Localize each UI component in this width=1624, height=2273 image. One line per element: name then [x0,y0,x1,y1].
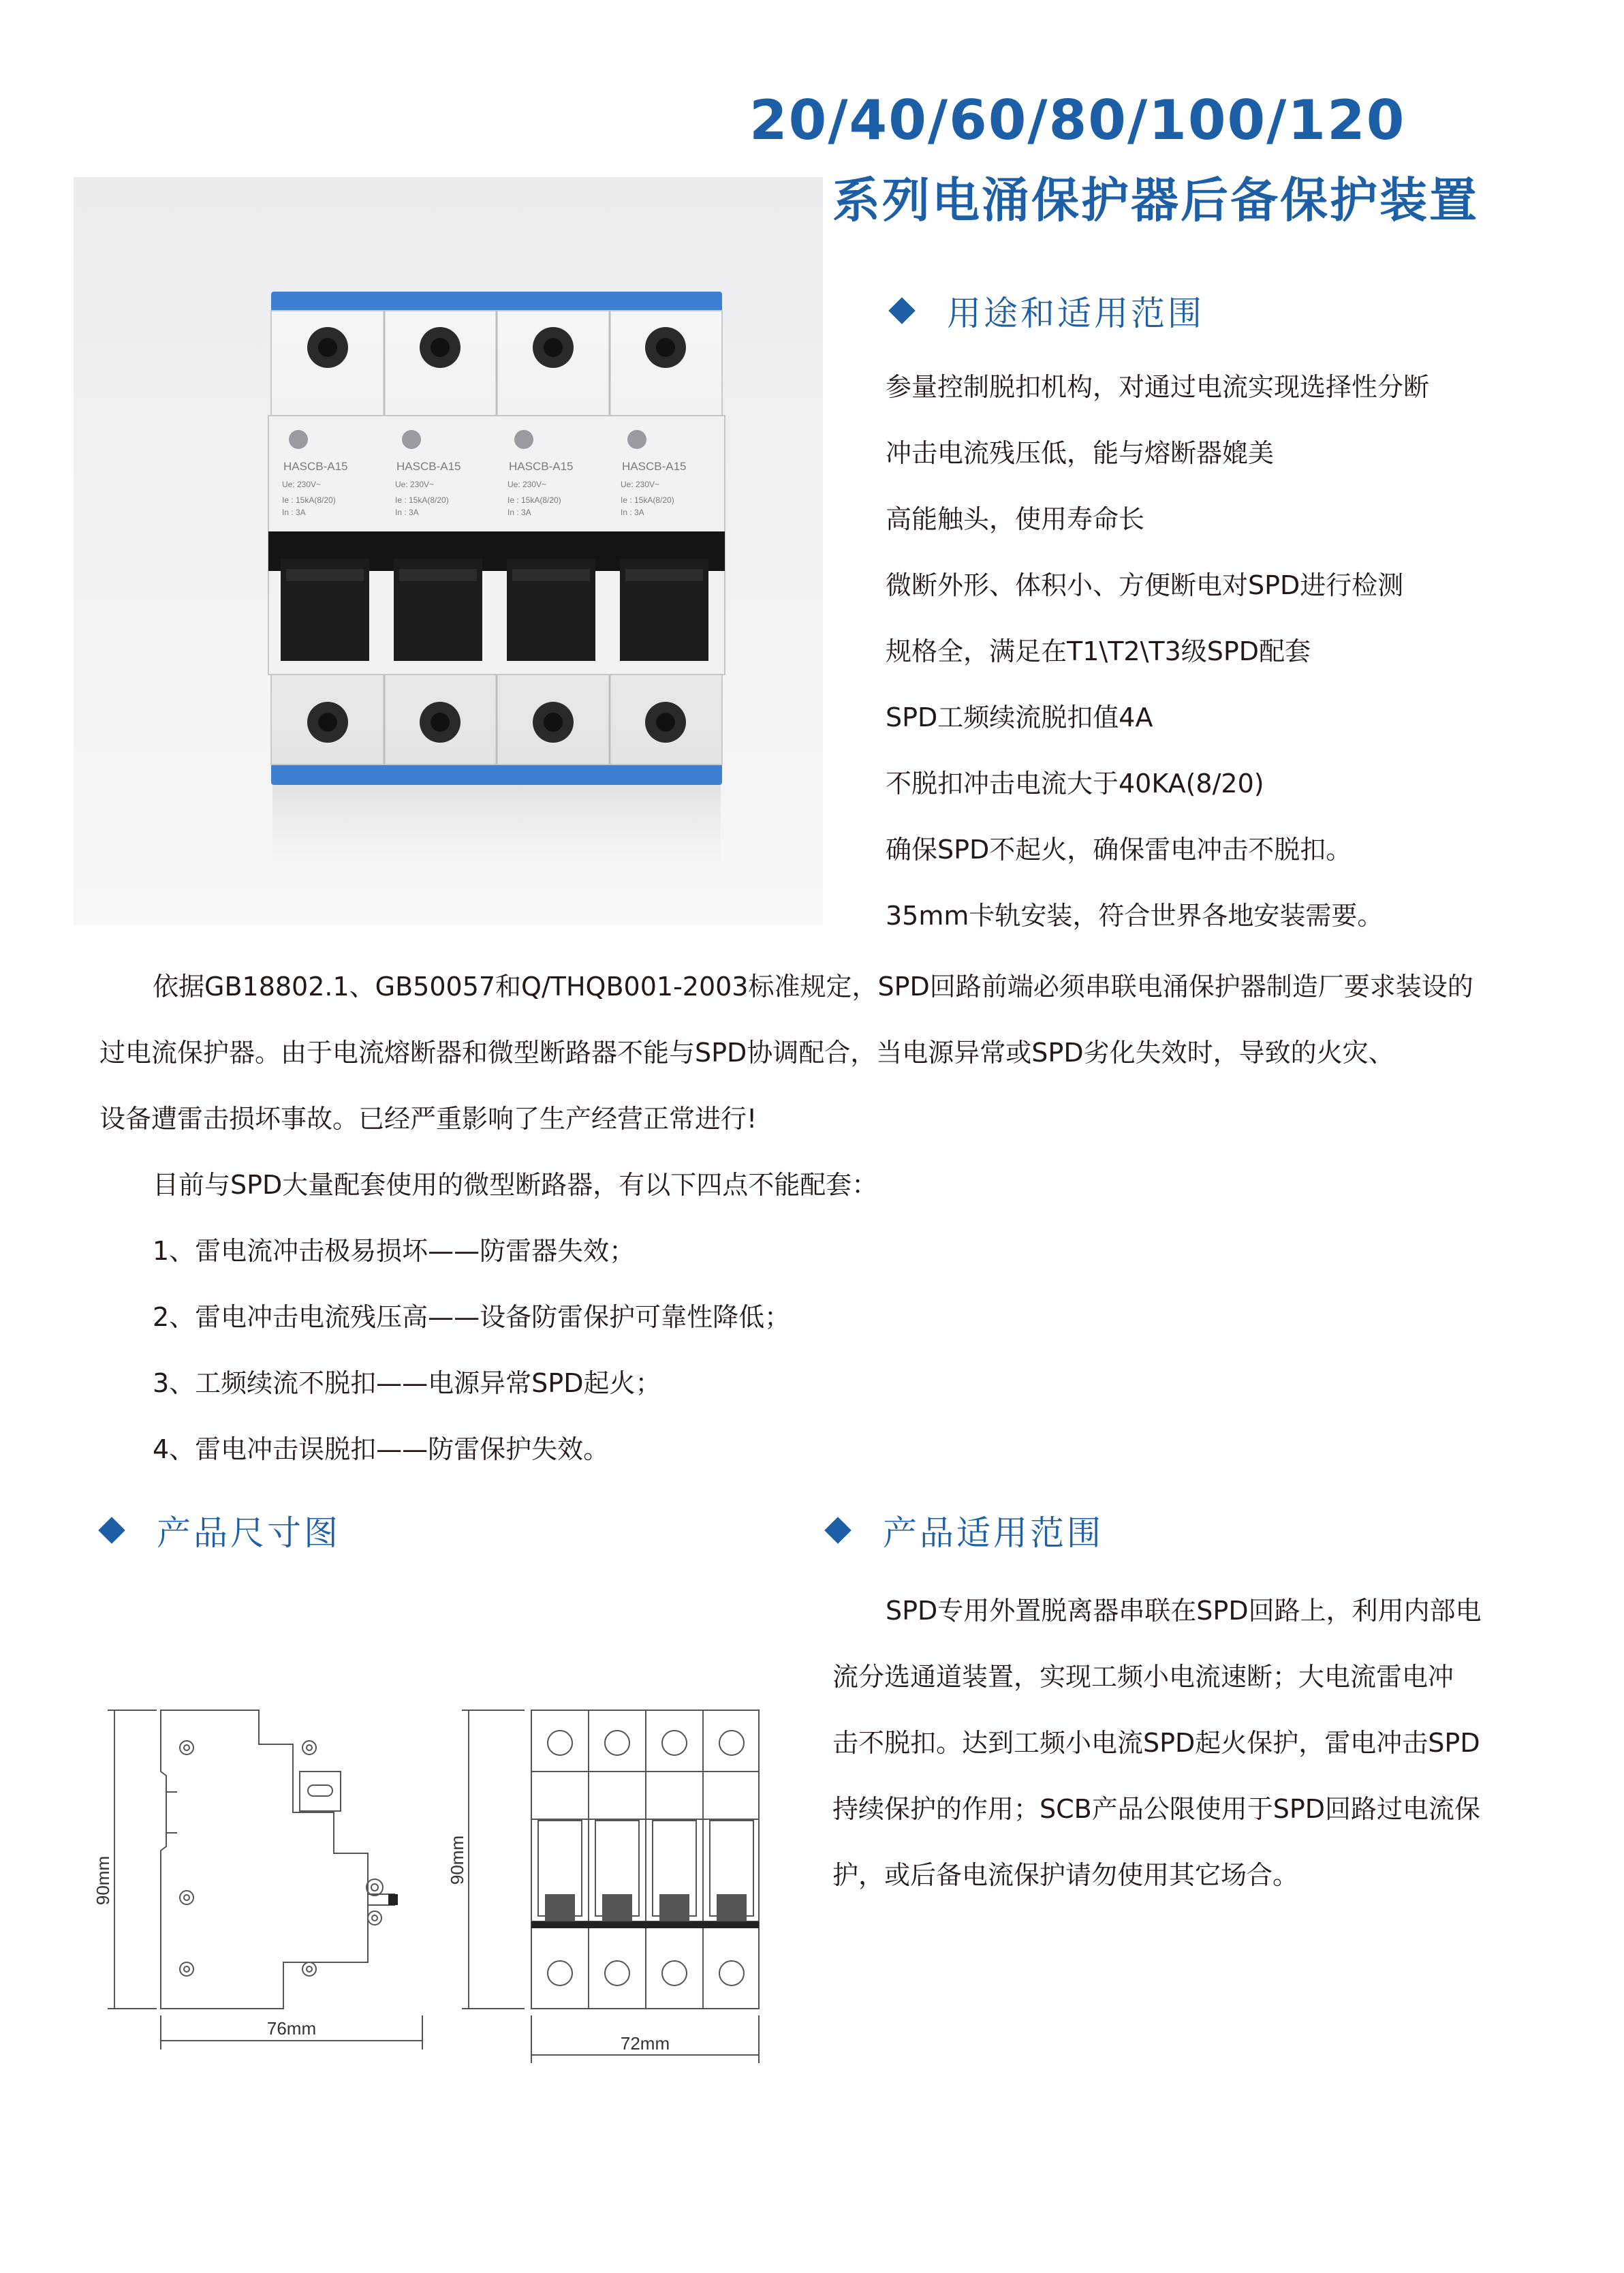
list-item: 35mm卡轨安装，符合世界各地安装需要。 [886,901,1384,931]
list-item: 参量控制脱扣机构，对通过电流实现选择性分断 [886,372,1430,402]
list-item: 4、雷电冲击误脱扣——防雷保护失效。 [153,1434,610,1464]
section-dimensions-heading: 产品尺寸图 [95,1506,341,1555]
list-item: 高能触头，使用寿命长 [886,504,1145,534]
list-item: SPD工频续流脱扣值4A [886,702,1153,732]
svg-text:HASCB-A15: HASCB-A15 [283,460,348,473]
paragraph-line: 护，或后备电流保护请勿使用其它场合。 [832,1860,1299,1890]
list-item: 不脱扣冲击电流大于40KA(8/20) [886,769,1264,799]
paragraph-line: 目前与SPD大量配套使用的微型断路器，有以下四点不能配套： [153,1170,878,1200]
feature-list [886,354,1429,949]
application-paragraph [832,1578,1482,1908]
diamond-bullet-icon [888,297,916,324]
svg-text:Ie : 15kA(8/20): Ie : 15kA(8/20) [282,495,336,505]
svg-text:Ue: 230V~: Ue: 230V~ [507,480,547,489]
svg-text:Ie : 15kA(8/20): Ie : 15kA(8/20) [507,495,561,505]
svg-text:Ue: 230V~: Ue: 230V~ [395,480,435,489]
side-width-label: 76mm [266,2018,317,2039]
list-item: 冲击电流残压低，能与熔断器媲美 [886,438,1275,468]
svg-text:HASCB-A15: HASCB-A15 [509,460,574,473]
section-usage-heading: 用途和适用范围 [886,286,1204,335]
svg-text:In : 3A: In : 3A [507,508,531,517]
front-width-label: 72mm [620,2033,670,2054]
svg-text:Ue: 230V~: Ue: 230V~ [282,480,322,489]
front-height-label: 90mm [447,1835,467,1885]
svg-text:In : 3A: In : 3A [282,508,306,517]
paragraph-line: SPD专用外置脱离器串联在SPD回路上，利用内部电 [886,1596,1482,1626]
paragraph-line: 持续保护的作用；SCB产品公限使用于SPD回路过电流保 [832,1794,1481,1824]
svg-text:Ie : 15kA(8/20): Ie : 15kA(8/20) [621,495,674,505]
list-item: 确保SPD不起火，确保雷电冲击不脱扣。 [886,835,1352,865]
paragraph-line: 击不脱扣。达到工频小电流SPD起火保护，雷电冲击SPD [832,1728,1480,1758]
list-item: 微断外形、体积小、方便断电对SPD进行检测 [886,570,1404,600]
paragraph-line: 依据GB18802.1、GB50057和Q/THQB001-2003标准规定，SPD回路前端必须串联电涌保护器制造厂要求装设的 [153,972,1473,1002]
svg-text:HASCB-A15: HASCB-A15 [396,460,461,473]
list-item: 1、雷电流冲击极易损坏——防雷器失效； [153,1236,636,1266]
side-height-label: 90mm [93,1855,113,1906]
side-view-drawing [95,1690,450,2058]
front-view-drawing [447,1690,804,2058]
svg-text:HASCB-A15: HASCB-A15 [622,460,687,473]
svg-text:Ie : 15kA(8/20): Ie : 15kA(8/20) [395,495,449,505]
list-item: 规格全，满足在T1\T2\T3级SPD配套 [886,636,1311,666]
breaker-illustration [74,177,823,925]
list-item: 2、雷电冲击电流残压高——设备防雷保护可靠性降低； [153,1302,791,1332]
page-title-line2: 系列电涌保护器后备保护装置 [832,172,1479,228]
intro-paragraph [99,954,1530,1483]
svg-text:Ue: 230V~: Ue: 230V~ [621,480,660,489]
paragraph-line: 设备遭雷击损坏事故。已经严重影响了生产经营正常进行! [99,1104,758,1134]
paragraph-line: 过电流保护器。由于电流熔断器和微型断路器不能与SPD协调配合，当电源异常或SPD劣化失效时，导致的火灾、 [99,1038,1394,1068]
list-item: 3、工频续流不脱扣——电源异常SPD起火； [153,1368,661,1398]
product-photo [74,177,823,925]
diamond-bullet-icon [824,1517,852,1544]
svg-text:In : 3A: In : 3A [395,508,419,517]
paragraph-line: 流分选通道装置，实现工频小电流速断；大电流雷电冲 [832,1662,1454,1692]
svg-text:In : 3A: In : 3A [621,508,644,517]
section-application-heading: 产品适用范围 [822,1506,1104,1555]
diamond-bullet-icon [98,1517,125,1544]
page-title-line1: 20/40/60/80/100/120 [749,89,1406,152]
